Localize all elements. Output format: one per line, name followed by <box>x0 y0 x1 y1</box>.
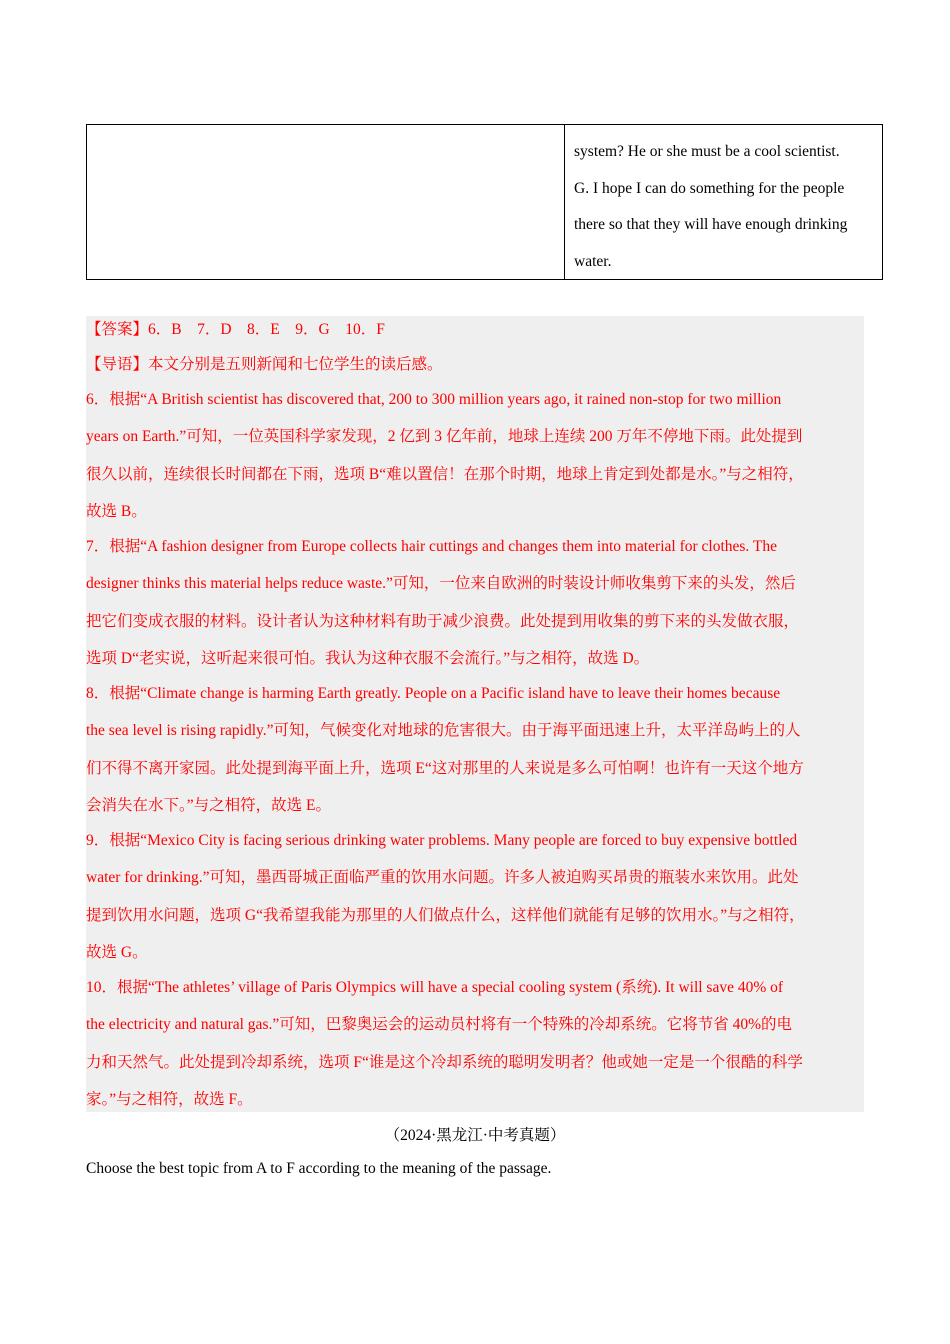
q10-line: 力和天然气。此处提到冷却系统，选项 F“谁是这个冷却系统的聪明发明者？他或她一定是一个很酷的科学 <box>86 1054 803 1071</box>
q10-line: the electricity and natural gas.”可知，巴黎奥运会的运动员村将有一个特殊的冷却系统。它将节省 40%的电 <box>86 1016 793 1033</box>
q8-line: 8．根据“Climate change is harming Earth greatly. People on a Pacific island have to leave their homes because <box>86 685 781 702</box>
table-cell-line: there so that they will have enough drinking <box>574 216 848 233</box>
table-cell-right <box>565 125 882 279</box>
q8-line: 们不得不离开家园。此处提到海平面上升，选项 E“这对那里的人来说是多么可怕啊！也许有一天这个地方 <box>86 760 804 777</box>
q6-line: 很久以前，连续很长时间都在下雨，选项 B“难以置信！在那个时期，地球上肯定到处都是水。”与之相符， <box>86 466 804 483</box>
q9-line: 提到饮用水问题，选项 G“我希望我能为那里的人们做点什么，这样他们就能有足够的饮用水。”与之相符， <box>86 907 805 924</box>
q8-line: 会消失在水下。”与之相符，故选 E。 <box>86 797 331 814</box>
q9-line: 故选 G。 <box>86 944 148 961</box>
q7-line: 7．根据“A fashion designer from Europe collects hair cuttings and changes them into material for clothes. The <box>86 538 777 555</box>
q9-line: water for drinking.”可知，墨西哥城正面临严重的饮用水问题。许多人被迫购买昂贵的瓶装水来饮用。此处 <box>86 869 799 886</box>
table-cell-line: G. I hope I can do something for the people <box>574 179 845 197</box>
table-cell-left <box>87 125 565 279</box>
q6-line: 故选 B。 <box>86 503 147 520</box>
q10-line: 10．根据“The athletes’ village of Paris Olympics will have a special cooling system (系统). It will save 40% of <box>86 979 784 996</box>
q6-line: years on Earth.”可知，一位英国科学家发现，2 亿到 3 亿年前，地球上连续 200 万年不停地下雨。此处提到 <box>86 428 803 445</box>
answer-explanation-block <box>86 316 864 1112</box>
q9-line: 9．根据“Mexico City is facing serious drinking water problems. Many people are forced to buy expensive bottled <box>86 832 798 849</box>
continued-table <box>86 124 883 280</box>
intro-line: 【导语】本文分别是五则新闻和七位学生的读后感。 <box>86 356 443 373</box>
q7-line: designer thinks this material helps reduce waste.”可知，一位来自欧洲的时装设计师收集剪下来的头发，然后 <box>86 575 796 592</box>
answer-line: 【答案】6．B 7．D 8．E 9．G 10．F <box>86 321 385 338</box>
exam-source: （2024·黑龙江·中考真题） <box>384 1127 566 1144</box>
table-cell-line: system? He or she must be a cool scientist. <box>574 143 840 160</box>
question-instruction: Choose the best topic from A to F according to the meaning of the passage. <box>86 1160 552 1177</box>
q10-line: 家。”与之相符，故选 F。 <box>86 1091 253 1108</box>
q7-line: 把它们变成衣服的材料。设计者认为这种材料有助于减少浪费。此处提到用收集的剪下来的头发做衣服， <box>86 613 800 630</box>
q8-line: the sea level is rising rapidly.”可知，气候变化对地球的危害很大。由于海平面迅速上升，太平洋岛屿上的人 <box>86 722 801 739</box>
q6-line: 6．根据“A British scientist has discovered that, 200 to 300 million years ago, it rained non-stop for two million <box>86 391 782 408</box>
table-cell-line: water. <box>574 252 612 270</box>
q7-line: 选项 D“老实说，这听起来很可怕。我认为这种衣服不会流行。”与之相符，故选 D。 <box>86 650 650 667</box>
